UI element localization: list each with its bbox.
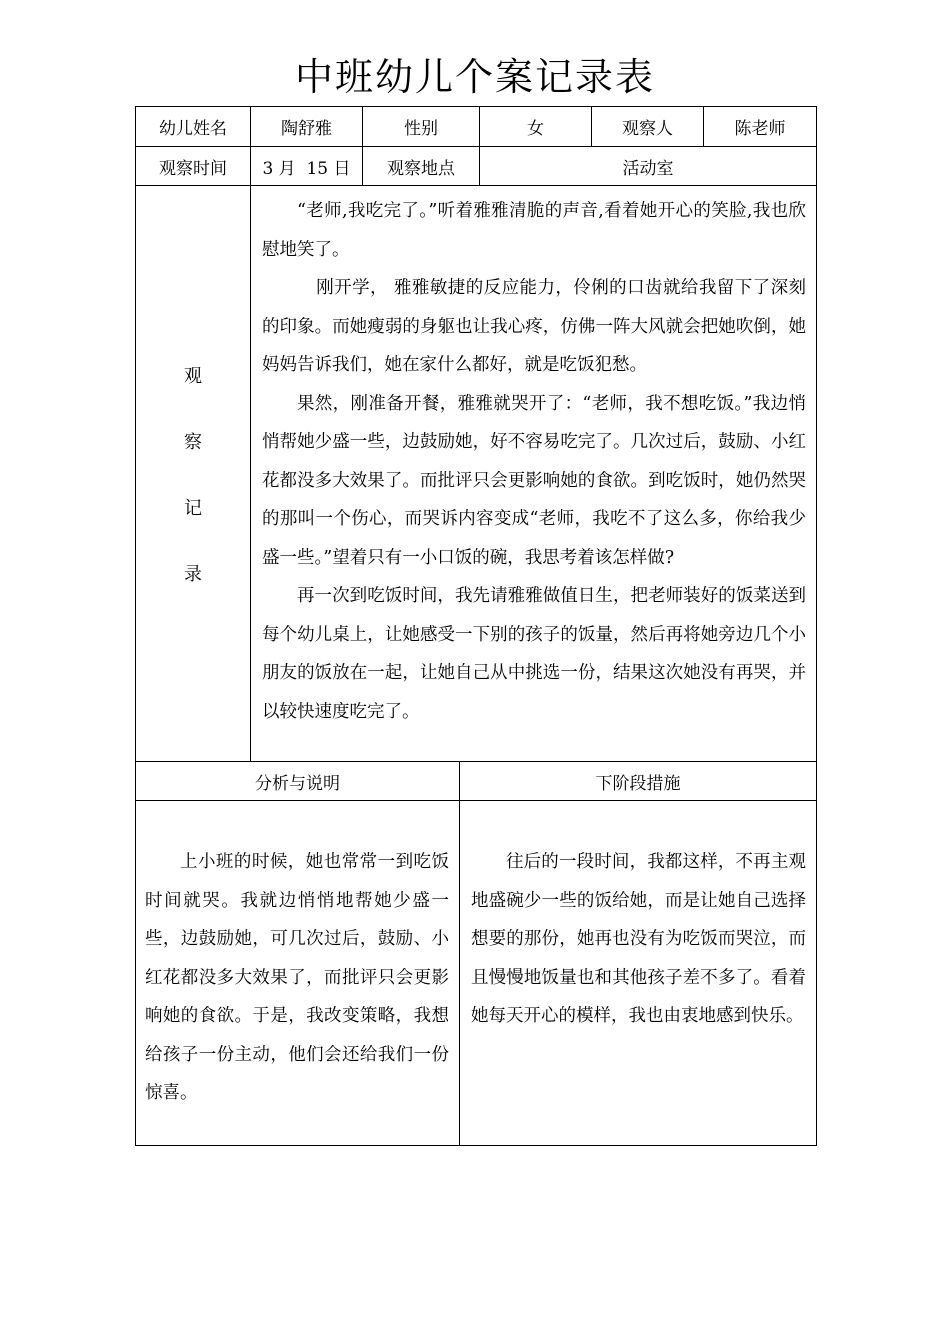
measures-header: 下阶段措施: [460, 762, 817, 801]
observer-value: 陈老师: [704, 107, 817, 147]
page-title: 中班幼儿个案记录表: [294, 55, 655, 99]
record-label-char: 观: [184, 365, 202, 387]
record-label-char: 察: [184, 431, 202, 453]
record-label-char: 录: [184, 563, 202, 585]
name-label: 幼儿姓名: [136, 107, 251, 147]
analysis-content: [136, 801, 460, 1146]
place-value: 活动室: [480, 147, 817, 186]
record-table: [135, 106, 817, 1146]
name-value: 陶舒雅: [251, 107, 363, 147]
record-paragraph: 刚开学， 雅雅敏捷的反应能力，伶俐的口齿就给我留下了深刻的印象。而她瘦弱的身躯也让我心疼，仿佛一阵大风就会把她吹倒，她妈妈告诉我们，她在家什么都好，就是吃饭犯愁。: [262, 278, 806, 375]
record-paragraph: 果然，刚准备开餐，雅雅就哭开了：“老师，我不想吃饭。”我边悄悄帮她少盛一些，边鼓励她，好不容易吃完了。几次过后，鼓励、小红花都没多大效果了。而批评只会更影响她的食欲。到吃饭时，她仍然哭的那叫一个伤心，而哭诉内容变成“老师，我吃不了这么多，你给我少盛一些。”望着只有一小口饭的碗，我思考着该怎样做?: [262, 393, 806, 568]
record-label: [136, 186, 251, 762]
record-content: [251, 186, 817, 762]
gender-label: 性别: [363, 107, 480, 147]
analysis-text: 上小班的时候，她也常常一到吃饭时间就哭。我就边悄悄地帮她少盛一些，边鼓励她，可几次过后，鼓励、小红花都没多大效果了，而批评只会更影响她的食欲。于是，我改变策略，我想给孩子一份主动，他们会还给我们一份惊喜。: [145, 852, 449, 1103]
analysis-header: 分析与说明: [136, 762, 460, 801]
place-label: 观察地点: [363, 147, 480, 186]
record-paragraph: 再一次到吃饭时间，我先请雅雅做值日生，把老师装好的饭菜送到每个幼儿桌上，让她感受一下别的孩子的饭量，然后再将她旁边几个小朋友的饭放在一起，让她自己从中挑选一份，结果这次她没有再哭，并以较快速度吃完了。: [262, 586, 806, 722]
observer-label: 观察人: [592, 107, 704, 147]
gender-value: 女: [480, 107, 592, 147]
time-label: 观察时间: [136, 147, 251, 186]
measures-content: [460, 801, 817, 1146]
measures-text: 往后的一段时间，我都这样，不再主观地盛碗少一些的饭给她，而是让她自己选择想要的那份，她再也没有为吃饭而哭泣，而且慢慢地饭量也和其他孩子差不多了。看着她每天开心的模样，我也由衷地感到快乐。: [471, 852, 806, 1026]
record-label-char: 记: [184, 497, 202, 519]
record-paragraph: “老师,我吃完了。”听着雅雅清脆的声音,看着她开心的笑脸,我也欣慰地笑了。: [262, 201, 806, 260]
time-value: 3 月 15 日: [251, 147, 363, 186]
